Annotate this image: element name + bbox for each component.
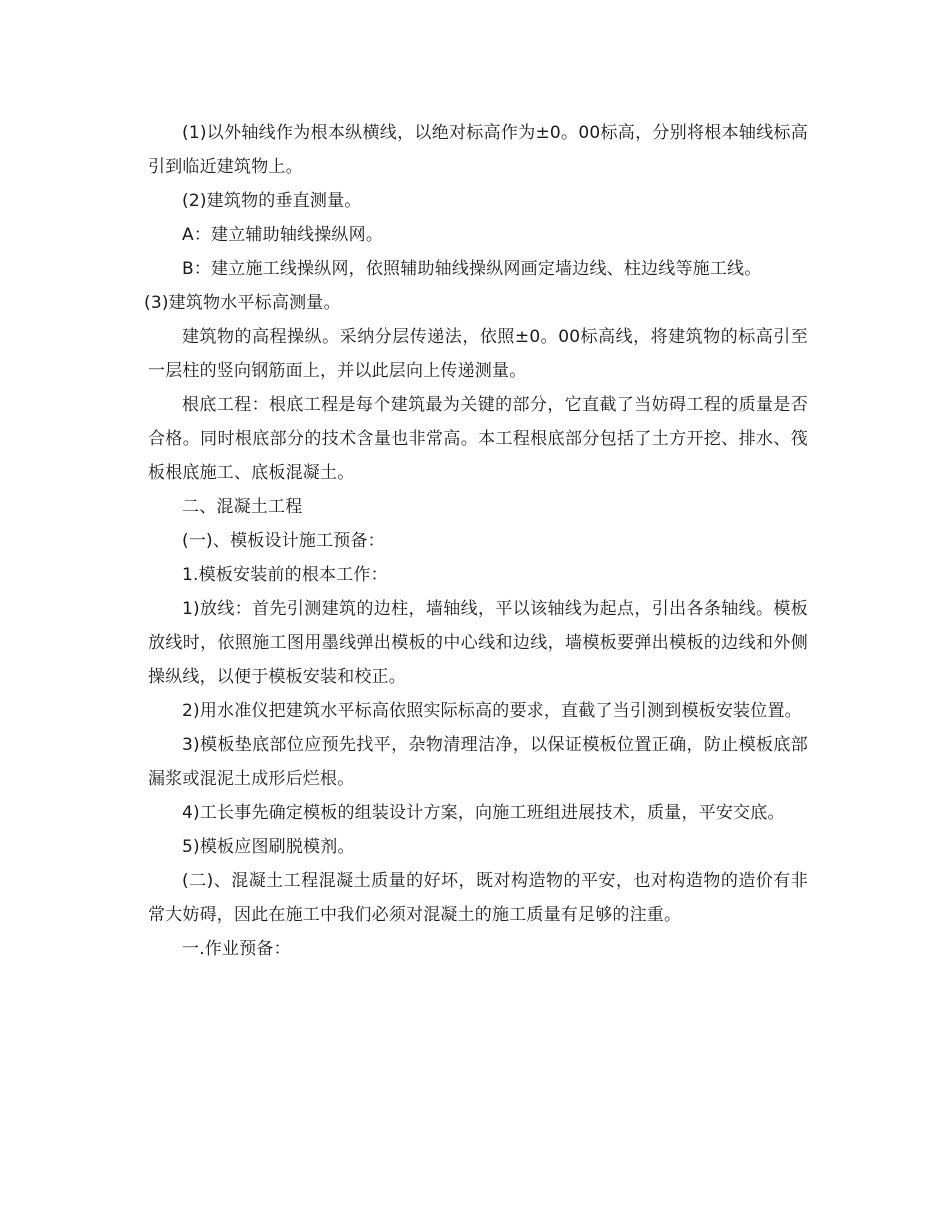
paragraph-1: (1)以外轴线作为根本纵横线，以绝对标高作为±0。00标高，分别将根本轴线标高引到临近建筑物上。 <box>148 123 808 177</box>
paragraph-12: 2)用水准仪把建筑水平标高依照实际标高的要求，直截了当引测到模板安装位置。 <box>182 701 802 721</box>
paragraph-5: (3)建筑物水平标高测量。 <box>144 293 341 313</box>
document-body <box>144 116 808 966</box>
paragraph-13: 3)模板垫底部位应预先找平，杂物清理洁净，以保证模板位置正确，防止模板底部漏浆或混泥土成形后烂根。 <box>148 735 808 789</box>
subsection-heading-formwork: (一)、模板设计施工预备： <box>182 531 385 551</box>
paragraph-16: (二)、混凝土工程混凝土质量的好坏，既对构造物的平安，也对构造物的造价有非常大妨碍，因此在施工中我们必须对混凝土的施工质量有足够的注重。 <box>148 871 808 925</box>
paragraph-7: 根底工程：根底工程是每个建筑最为关键的部分，它直截了当妨碍工程的质量是否合格。同时根底部分的技术含量也非常高。本工程根底部分包括了土方开挖、排水、筏板根底施工、底板混凝土。 <box>148 395 808 483</box>
paragraph-17: 一.作业预备： <box>182 939 291 959</box>
paragraph-2: (2)建筑物的垂直测量。 <box>182 191 362 211</box>
paragraph-15: 5)模板应图刷脱模剂。 <box>182 837 355 857</box>
paragraph-6: 建筑物的高程操纵。采纳分层传递法，依照±0。00标高线，将建筑物的标高引至一层柱的竖向钢筋面上，并以此层向上传递测量。 <box>148 327 808 381</box>
paragraph-4: B：建立施工线操纵网，依照辅助轴线操纵网画定墙边线、柱边线等施工线。 <box>182 259 762 279</box>
paragraph-3: A：建立辅助轴线操纵网。 <box>182 225 384 245</box>
paragraph-10: 1.模板安装前的根本工作： <box>182 565 388 585</box>
section-heading-concrete: 二、混凝土工程 <box>182 497 303 517</box>
paragraph-11: 1)放线：首先引测建筑的边柱，墙轴线，平以该轴线为起点，引出各条轴线。模板放线时，依照施工图用墨线弹出模板的中心线和边线，墙模板要弹出模板的边线和外侧操纵线，以便于模板安装和校正。 <box>148 599 808 687</box>
paragraph-14: 4)工长事先确定模板的组装设计方案，向施工班组进展技术，质量，平安交底。 <box>182 803 785 823</box>
